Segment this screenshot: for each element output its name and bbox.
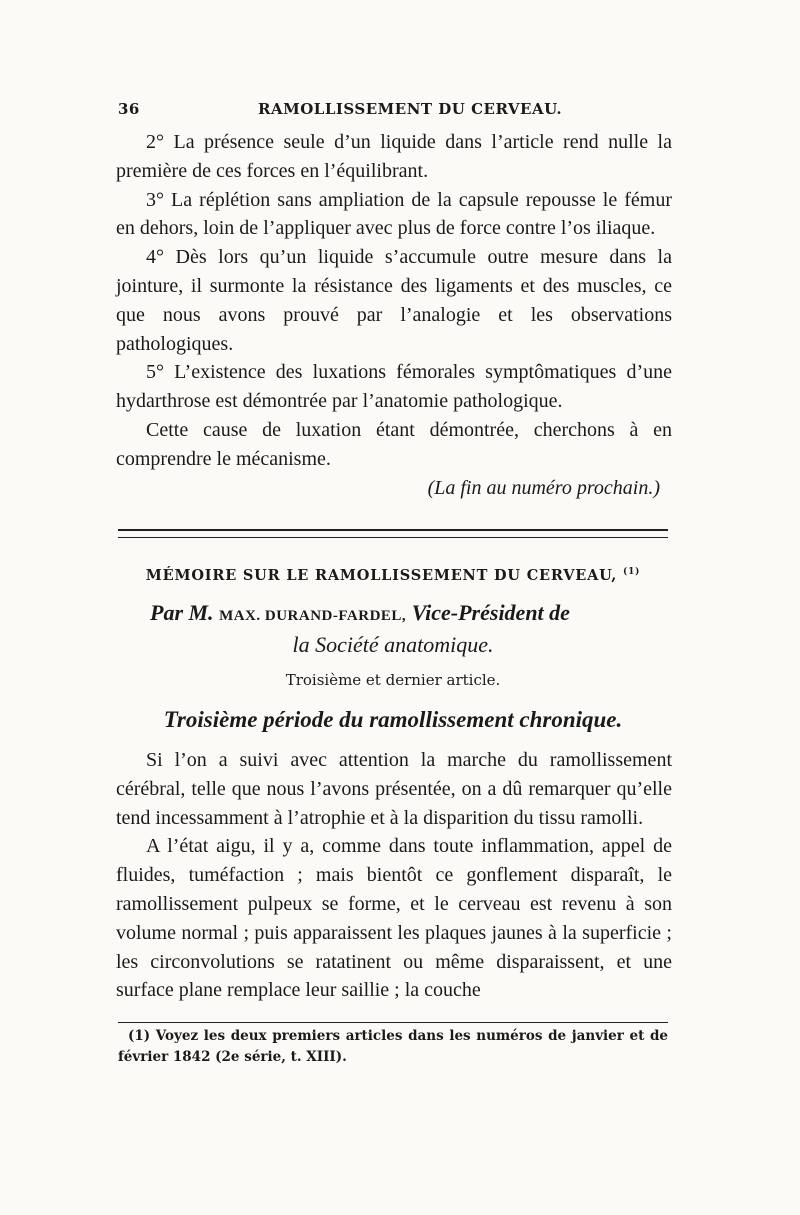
top-text-block — [116, 128, 672, 502]
footnote-marker: (1) — [623, 567, 641, 578]
byline — [150, 600, 670, 626]
author-role: Vice-Président de — [411, 600, 570, 625]
article-subtitle: Troisième et dernier article. — [285, 671, 501, 689]
page-header — [118, 100, 678, 124]
society-name: la Société anatomique. — [292, 632, 494, 657]
paragraph-point-3: 3° La réplétion sans ampliation de la capsule repousse le fémur en dehors, loin de l’appliquer avec plus de force contre l’os iliaque. — [116, 188, 672, 240]
footnote-divider — [118, 1022, 668, 1023]
body-text-block — [116, 746, 672, 1005]
paragraph-point-4: 4° Dès lors qu’un liquide s’accumule outre mesure dans la jointure, il surmonte la résistance des ligaments et des muscles, ce que nous avons prouvé par l’analogie et les observations pathologiques. — [116, 246, 672, 355]
paragraph-conclusion: Cette cause de luxation étant démontrée, cherchons à en comprendre le mécanisme. — [116, 418, 672, 470]
section-title: Troisième période du ramollissement chronique. — [163, 707, 623, 732]
body-paragraph: Si l’on a suivi avec attention la marche du ramollissement cérébral, telle que nous l’avons présentée, on a dû remarquer qu’elle tend incessamment à l’atrophie et à la disparition du tissu ramolli. — [116, 749, 672, 829]
paragraph-point-2: 2° La présence seule d’un liquide dans l’article rend nulle la première de ces forces en l’équilibrant. — [116, 131, 672, 182]
section-divider — [118, 529, 668, 538]
footnote: (1) Voyez les deux premiers articles dans les numéros de janvier et de février 1842 (2e série, t. XIII). — [118, 1028, 668, 1065]
running-title: RAMOLLISSEMENT DU CERVEAU. — [258, 100, 563, 118]
article-title — [118, 567, 668, 584]
author-name: MAX. DURAND-FARDEL, — [219, 608, 407, 624]
article-title-text: MÉMOIRE SUR LE RAMOLLISSEMENT DU CERVEAU, — [145, 567, 618, 584]
paragraph-point-5: 5° L’existence des luxations fémorales symptômatiques d’une hydarthrose est démontrée par l’anatomie pathologique. — [116, 361, 672, 413]
body-paragraph: A l’état aigu, il y a, comme dans toute inflammation, appel de fluides, tuméfaction ; mais bientôt ce gonflement disparaît, le ramollissement pulpeux se forme, et le cerveau est revenu à son volume normal ; puis apparaissent les plaques jaunes à la superficie ; les circonvolutions se ratatinent ou même disparaissent, et une surface plane remplace leur saillie ; la couche — [116, 835, 672, 1002]
continuation-note: (La fin au numéro prochain.) — [427, 476, 660, 499]
page-number: 36 — [118, 100, 140, 118]
byline-prefix: Par M. — [150, 600, 214, 625]
